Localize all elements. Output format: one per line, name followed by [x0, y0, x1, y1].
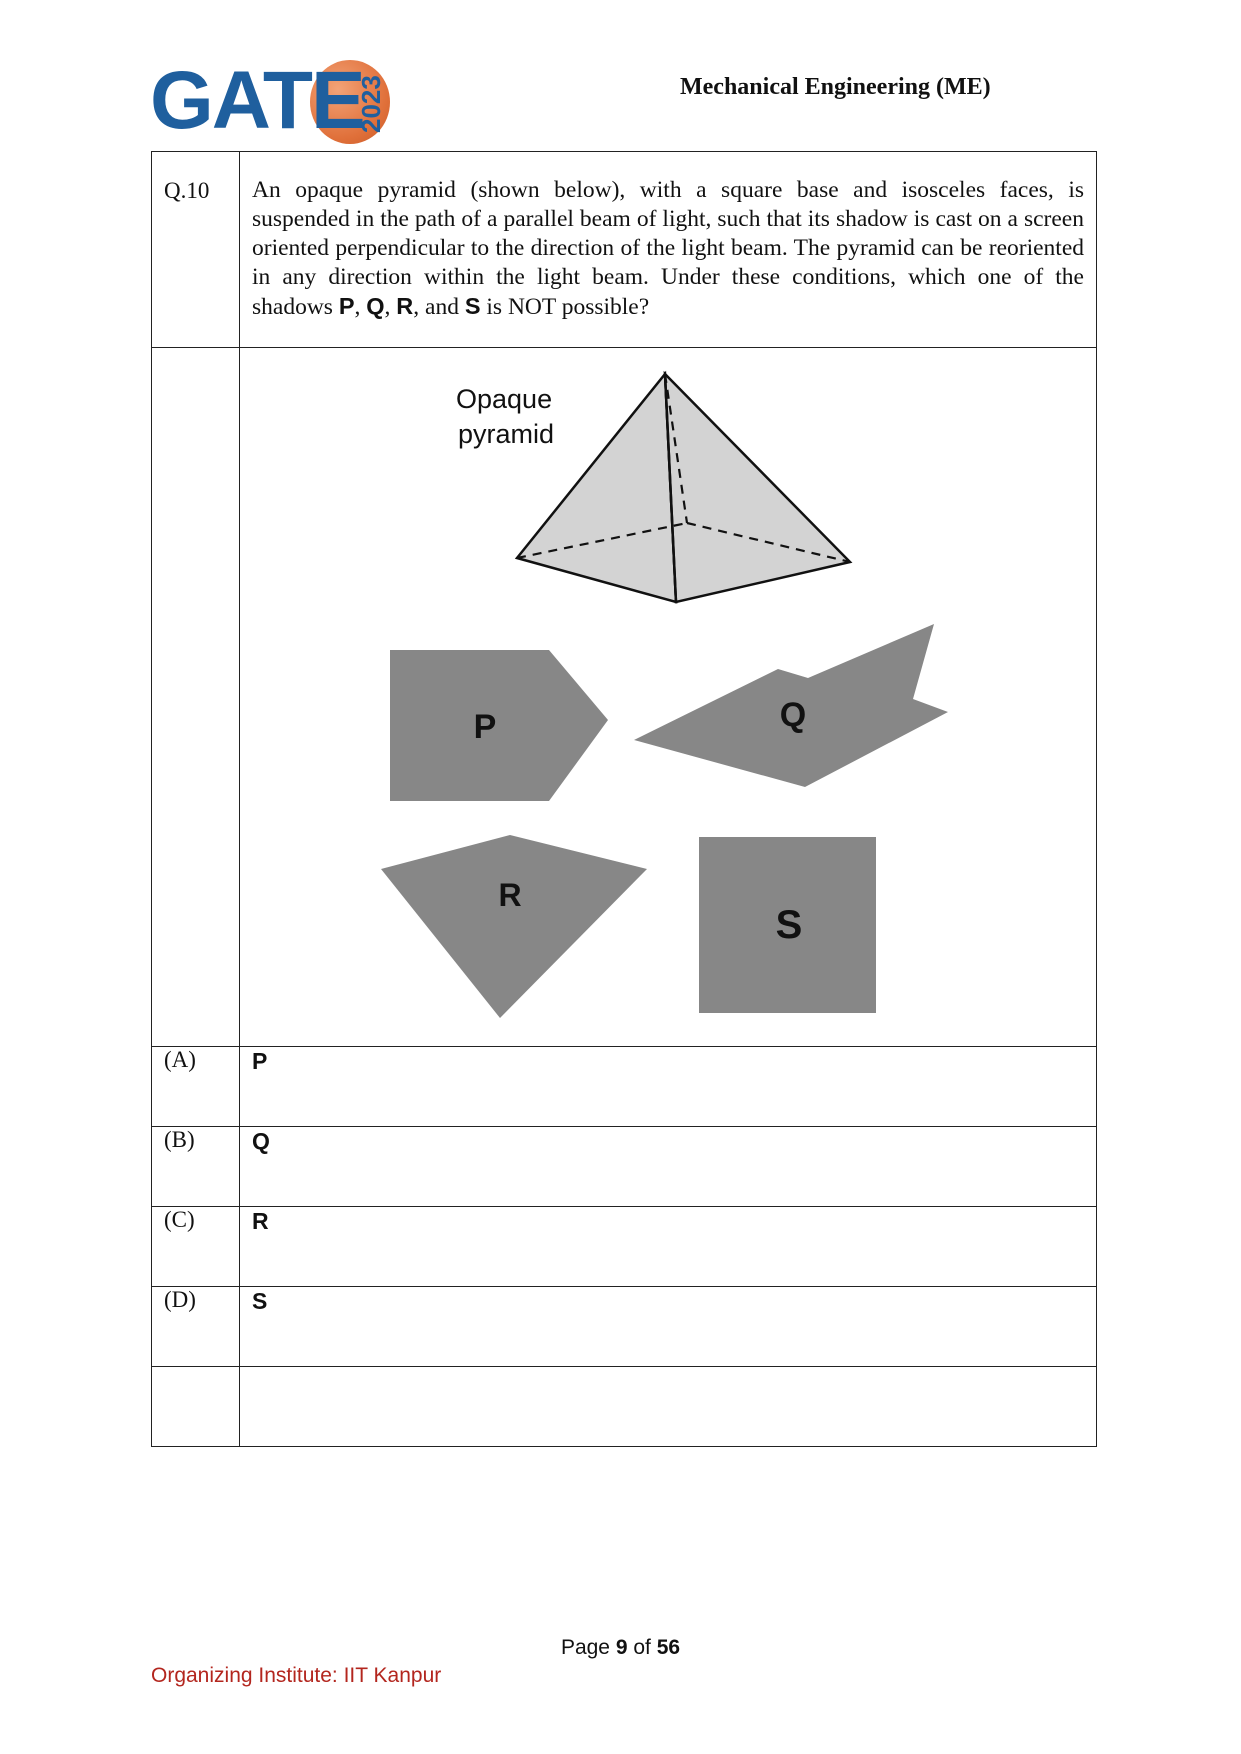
page-total: 56 [656, 1636, 681, 1659]
inline-label-p: P [338, 293, 355, 319]
separator: , [354, 294, 367, 320]
pyramid-label-line1: Opaque [456, 384, 553, 414]
shadow-label-s: S [775, 903, 803, 947]
shadow-r [381, 835, 647, 1018]
option-label-d: (D) [152, 1287, 240, 1367]
option-label-b: (B) [152, 1127, 240, 1207]
shadow-label-r: R [498, 877, 522, 913]
option-value-d[interactable]: S [240, 1287, 1097, 1367]
separator: , and [413, 294, 465, 320]
option-value-b[interactable]: Q [240, 1127, 1097, 1207]
option-label-a: (A) [152, 1047, 240, 1127]
inline-label-s: S [464, 293, 481, 319]
empty-cell [152, 1367, 240, 1447]
empty-row [152, 1367, 1097, 1447]
option-row-b[interactable] [152, 1127, 1097, 1207]
question-number: Q.10 [152, 152, 240, 348]
option-value-a[interactable]: P [240, 1047, 1097, 1127]
subject-title: Mechanical Engineering (ME) [680, 74, 991, 100]
page-prefix: Page [560, 1636, 616, 1659]
option-row-d[interactable] [152, 1287, 1097, 1367]
shadow-label-p: P [473, 708, 497, 746]
page-number [0, 1636, 1241, 1660]
question-text [240, 152, 1097, 348]
page-of: of [627, 1636, 657, 1659]
empty-cell [240, 1367, 1097, 1447]
pyramid-right-face [665, 374, 850, 602]
pyramid-label-line2: pyramid [458, 419, 555, 449]
question-row [152, 152, 1097, 348]
option-row-c[interactable] [152, 1207, 1097, 1287]
gate-logo [150, 56, 390, 146]
empty-cell [152, 348, 240, 1047]
option-row-a[interactable] [152, 1047, 1097, 1127]
page-current: 9 [615, 1636, 628, 1659]
option-value-c[interactable]: R [240, 1207, 1097, 1287]
option-label-c: (C) [152, 1207, 240, 1287]
figure-row [152, 348, 1097, 1047]
inline-label-r: R [396, 293, 414, 319]
inline-label-q: Q [366, 293, 385, 319]
question-text-part: An opaque pyramid (shown below), with a square base and isosceles faces, is suspended in the path of a parallel beam of light, such that its shadow is cast on a screen oriented perpendicular to the direction of the light beam. The pyramid can be reoriented in any direction within the light beam. Under these conditions, which one of the shadows [252, 177, 1084, 320]
organizing-institute: Organizing Institute: IIT Kanpur [151, 1664, 442, 1687]
logo-text: GATE [150, 55, 364, 146]
shadow-label-q: Q [779, 696, 807, 734]
separator: , [384, 294, 397, 320]
opaque-pyramid [517, 374, 850, 602]
figure-svg [240, 348, 1096, 1045]
logo-year: 2023 [356, 75, 386, 133]
question-text-end: is NOT possible? [480, 294, 650, 320]
question-table [151, 151, 1097, 1447]
figure-cell [240, 348, 1097, 1047]
shadow-p [390, 650, 608, 801]
